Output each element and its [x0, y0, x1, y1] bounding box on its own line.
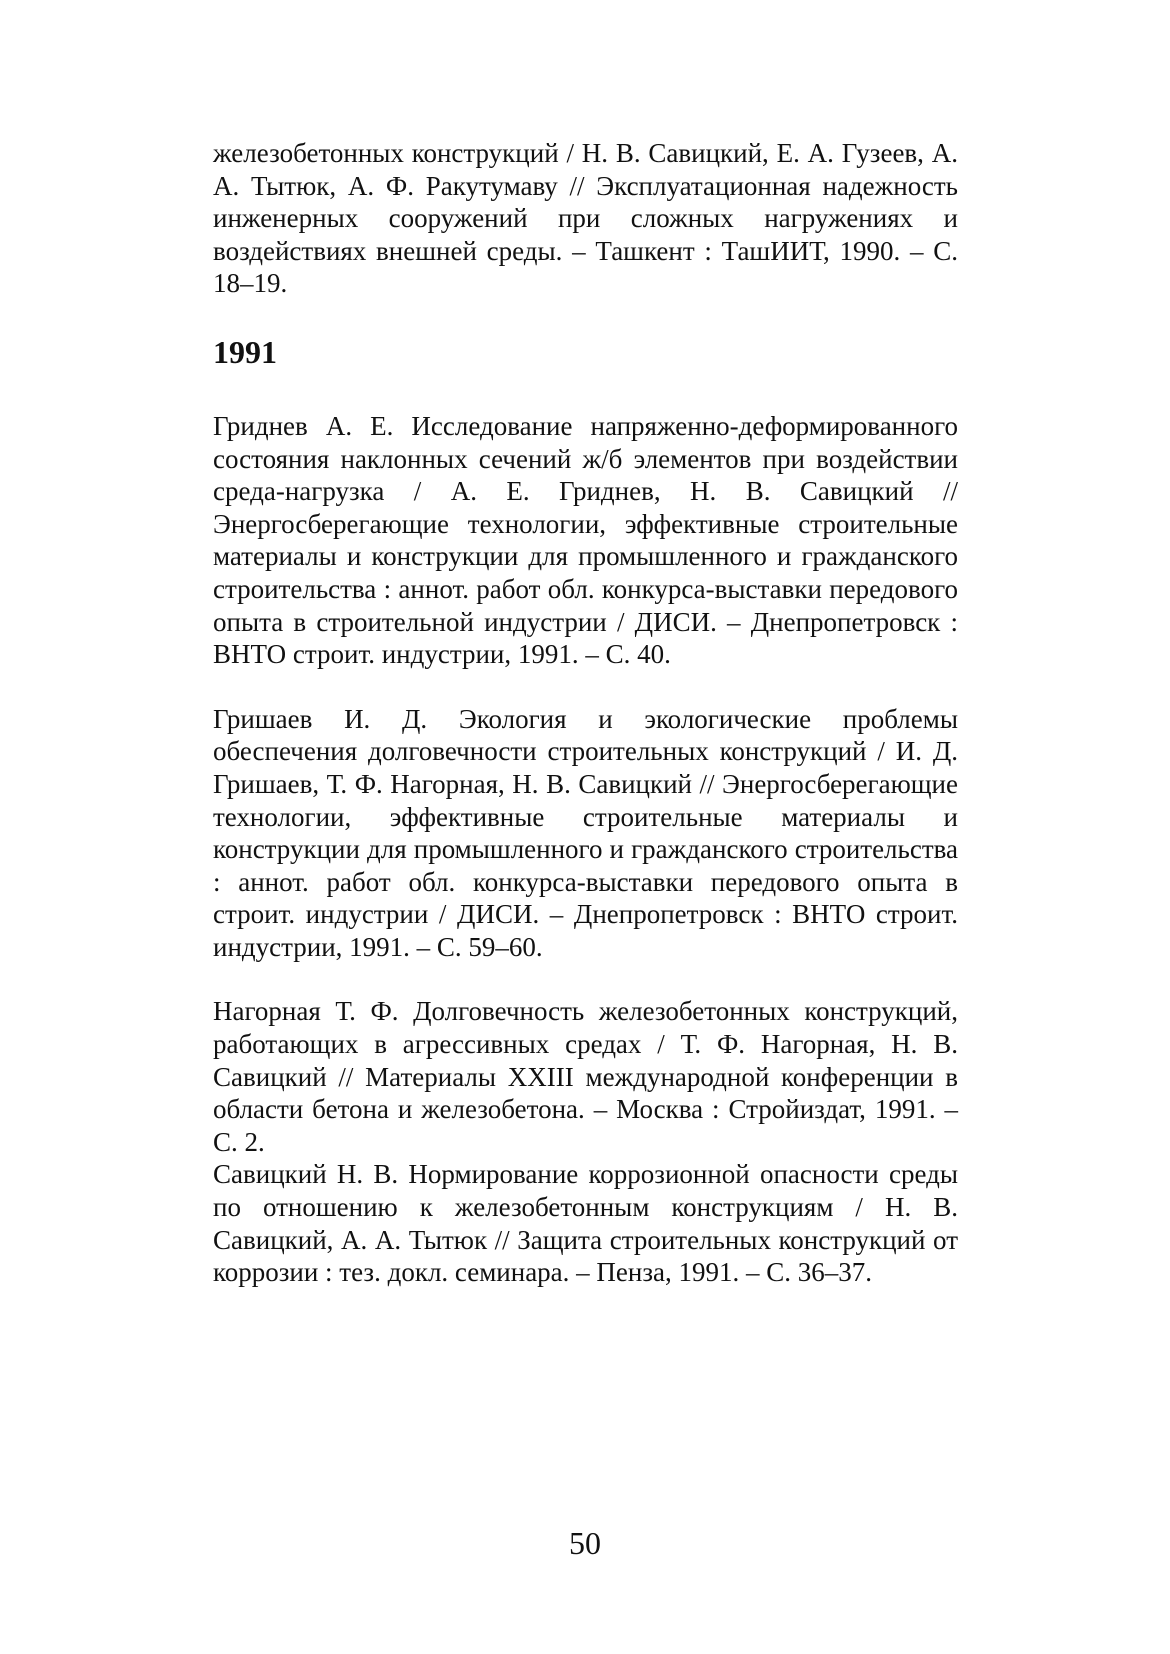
bibliography-entry — [213, 410, 958, 671]
page-body — [213, 137, 958, 1289]
bibliography-entry — [213, 137, 958, 300]
year-heading: 1991 — [213, 333, 277, 370]
entry-text: Гришаев И. Д. Экология и экологические проблемы обеспечения долговечности строительных конструкций / И. Д. Гришаев, Т. Ф. Нагорная, Н. В. Савицкий // Энергосберегающие технологии, эффективные строительные материалы и конструкции для промышленного и гражданского строительства : аннот. работ обл. конкурса-выставки передового опыта в строит. индустрии / ДИСИ. – Днепропетровск : ВНТО строит. индустрии, 1991. – С. 59–60. — [213, 703, 958, 962]
bibliography-entry — [213, 995, 958, 1158]
bibliography-entry — [213, 1158, 958, 1288]
entry-text: железобетонных конструкций / Н. В. Савицкий, Е. А. Гузеев, А. А. Тытюк, А. Ф. Ракутумаву // Эксплуатационная надежность инженерных сооружений при сложных нагружениях и воздействиях внешней среды. – Ташкент : ТашИИТ, 1990. – С. 18–19. — [213, 138, 958, 299]
entry-text: Савицкий Н. В. Нормирование коррозионной опасности среды по отношению к железобетонным конструкциям / Н. В. Савицкий, А. А. Тытюк // Защита строительных конструкций от коррозии : тез. докл. семинара. – Пенза, 1991. – С. 36–37. — [213, 1159, 958, 1288]
entry-text: Нагорная Т. Ф. Долговечность железобетонных конструкций, работающих в агрессивных средах / Т. Ф. Нагорная, Н. В. Савицкий // Материалы XXIII международной конференции в области бетона и железобетона. – Москва : Стройиздат, 1991. – С. 2. — [213, 996, 958, 1157]
entry-text: Гриднев А. Е. Исследование напряженно-деформированного состояния наклонных сечений ж/б элементов при воздействии среда-нагрузка / А. Е. Гриднев, Н. В. Савицкий // Энергосберегающие технологии, эффективные строительные материалы и конструкции для промышленного и гражданского строительства : аннот. работ обл. конкурса-выставки передового опыта в строительной индустрии / ДИСИ. – Днепропетровск : ВНТО строит. индустрии, 1991. – С. 40. — [213, 410, 958, 670]
bibliography-entry — [213, 703, 958, 964]
page-number: 50 — [569, 1525, 601, 1561]
